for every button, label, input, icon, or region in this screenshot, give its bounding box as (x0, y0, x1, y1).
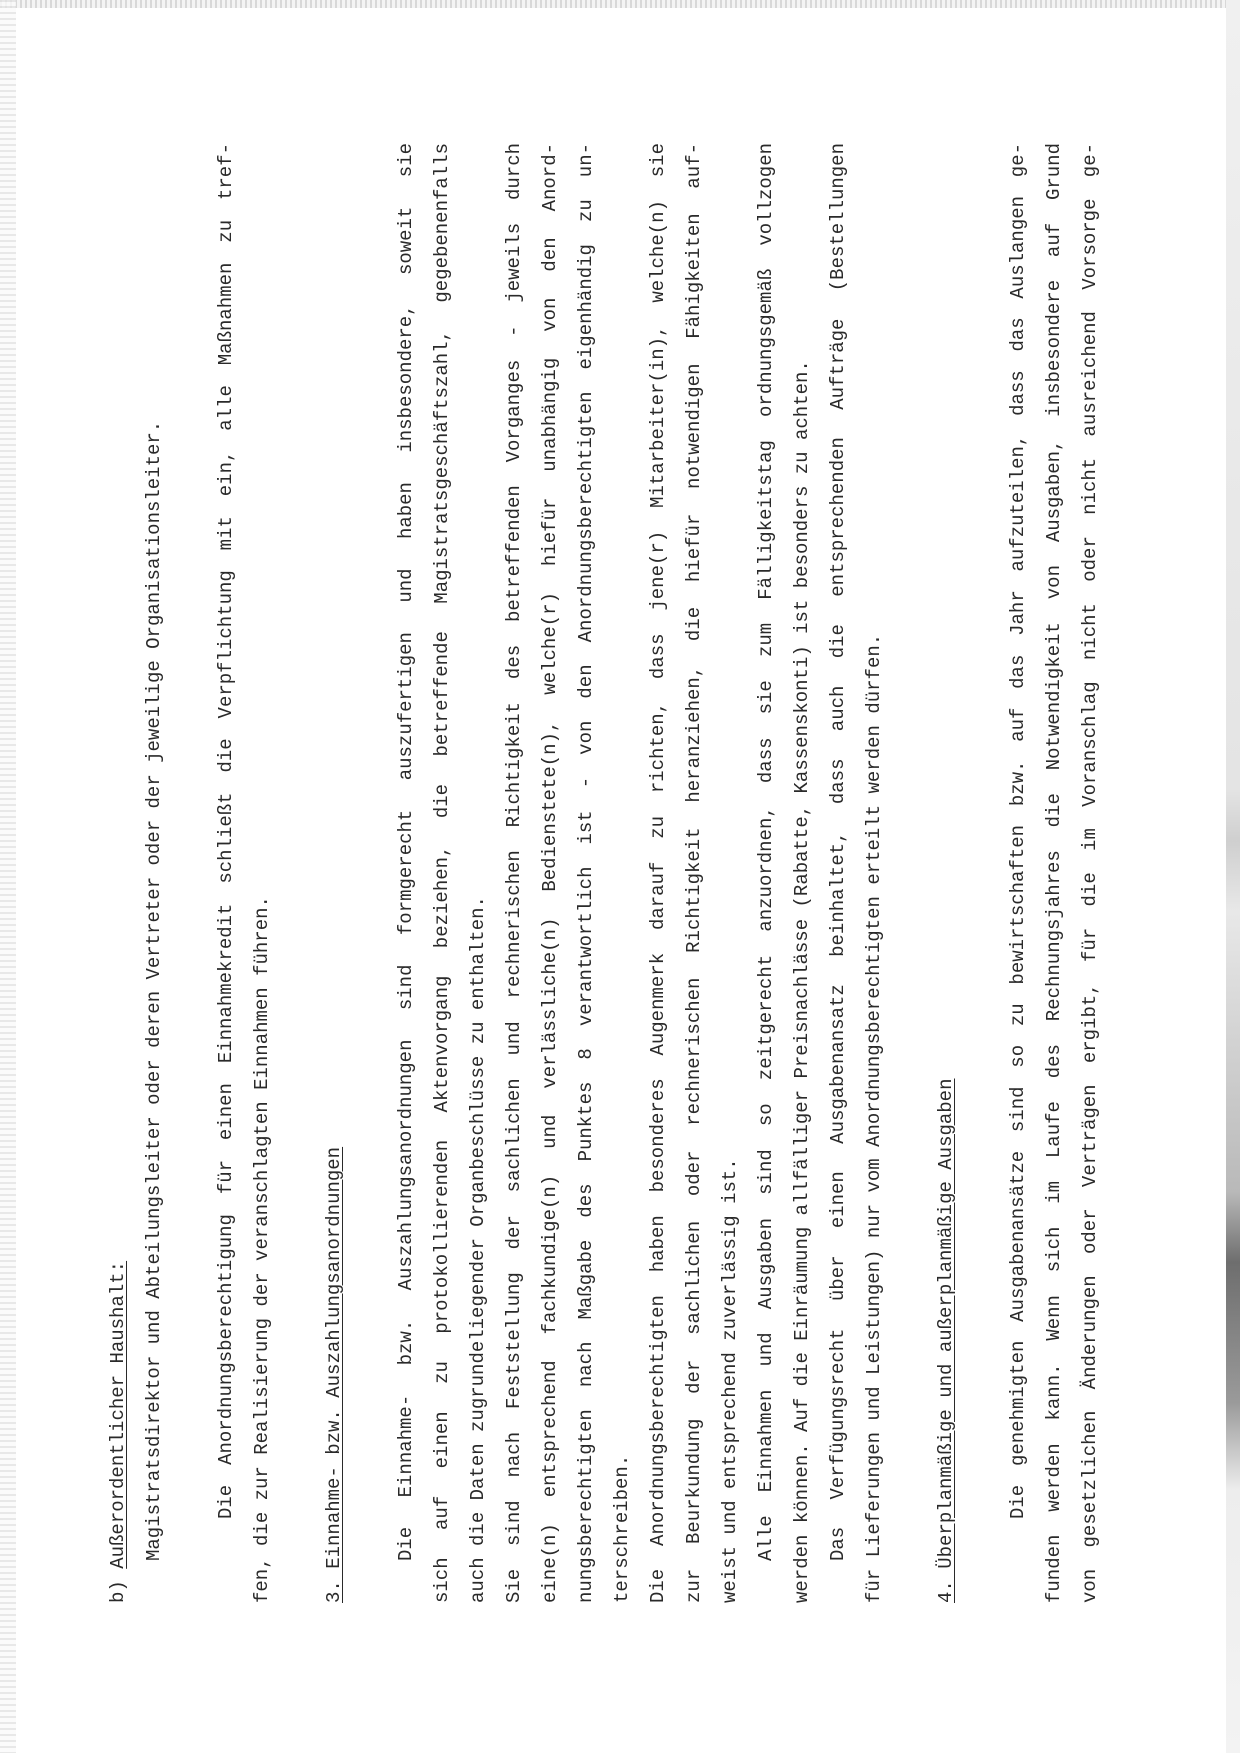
paragraph-line: terschreiben. (611, 1454, 633, 1603)
paragraph-line: Die Einnahme- bzw. Auszahlungsanordnungen sind formgerecht auszufertigen und haben insbesondere, soweit sie (395, 143, 417, 1561)
paragraph-line: auch die Daten zugrundeliegender Organbeschlüsse zu enthalten. (467, 896, 489, 1603)
paragraph-line: Magistratsdirektor und Abteilungsleiter oder deren Vertreter oder der jeweilige Organisationsleiter. (143, 420, 165, 1561)
paragraph-line: Das Verfügungsrecht über einen Ausgabenansatz beinhaltet, dass auch die entsprechenden Aufträge (Bestellungen (827, 143, 849, 1561)
section-b-title: Außerordentlicher Haushalt: (107, 1260, 129, 1569)
paragraph-line: nungsberechtigten nach Maßgabe des Punktes 8 verantwortlich ist - von den Anordnungsberechtigten eigenhändig zu un- (575, 143, 597, 1603)
paragraph-line: Sie sind nach Feststellung der sachlichen und rechnerischen Richtigkeit des betreffenden Vorganges - jeweils durch (503, 143, 525, 1603)
paragraph-line: Alle Einnahmen und Ausgaben sind so zeitgerecht anzuordnen, dass sie zum Fälligkeitstag ordnungsgemäß vollzogen (755, 143, 777, 1561)
paragraph-line: für Lieferungen und Leistungen) nur vom Anordnungsberechtigten erteilt werden dürfen. (863, 633, 885, 1603)
paragraph-line: eine(n) entsprechend fachkundige(n) und verlässliche(n) Bedienstete(n), welche(r) hiefür unabhängig von den Anord- (539, 143, 561, 1603)
document-body (100, 143, 1108, 1603)
paragraph-line: weist und entsprechend zuverlässig ist. (719, 1158, 741, 1603)
section-3-heading: 3. Einnahme- bzw. Auszahlungsanordnungen (323, 1146, 345, 1603)
section-b-prefix: b) (107, 1580, 129, 1603)
paragraph-line: sich auf einen zu protokollierenden Aktenvorgang beziehen, die betreffende Magistratsgeschäftszahl, gegebenenfalls (431, 143, 453, 1603)
paragraph-line: Die genehmigten Ausgabenansätze sind so zu bewirtschaften bzw. auf das Jahr aufzuteilen, dass das Auslangen ge- (1007, 143, 1029, 1519)
paragraph-line: von gesetzlichen Änderungen oder Verträgen ergibt, für die im Voranschlag nicht oder nicht ausreichend Vorsorge ge- (1079, 143, 1101, 1603)
paragraph-line: funden werden kann. Wenn sich im Laufe des Rechnungsjahres die Notwendigkeit von Ausgaben, insbesondere auf Grund (1043, 143, 1065, 1603)
paragraph-line: Die Anordnungsberechtigung für einen Einnahmekredit schließt die Verpflichtung mit ein, alle Maßnahmen zu tref- (215, 143, 237, 1519)
paragraph-line: Die Anordnungsberechtigten haben besonderes Augenmerk darauf zu richten, dass jene(r) Mitarbeiter(in), welche(n) sie (647, 143, 669, 1603)
paragraph-line: werden können. Auf die Einräumung allfälliger Preisnachlässe (Rabatte, Kassenskonti) ist besonders zu achten. (791, 360, 813, 1603)
paragraph-line: zur Beurkundung der sachlichen oder rechnerischen Richtigkeit heranziehen, die hiefür notwendigen Fähigkeiten auf- (683, 143, 705, 1603)
paragraph-line: fen, die zur Realisierung der veranschlagten Einnahmen führen. (251, 896, 273, 1603)
section-b-heading (100, 143, 136, 1603)
section-4-heading: 4. Überplanmäßige und außerplanmäßige Ausgaben (935, 1078, 957, 1603)
